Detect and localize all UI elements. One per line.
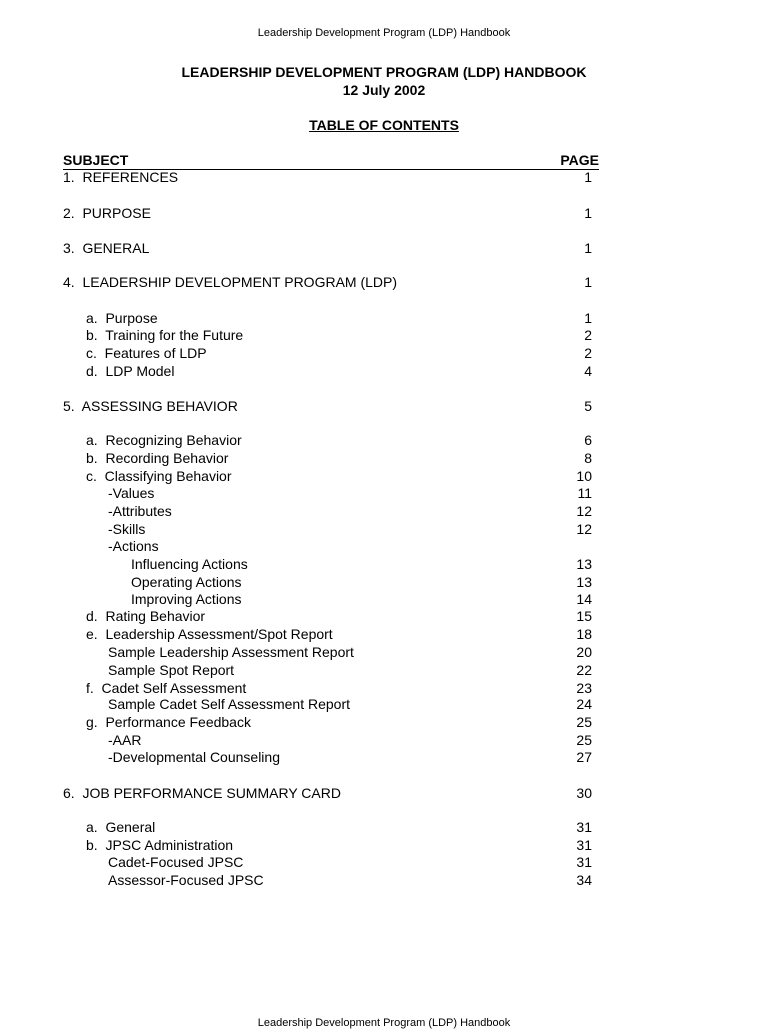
toc-entry-page: 2 <box>584 327 592 343</box>
toc-entry-label: Operating Actions <box>131 574 242 590</box>
subject-column-label: SUBJECT <box>63 152 129 168</box>
toc-entry <box>0 537 768 555</box>
toc-entry-label: g. Performance Feedback <box>86 714 251 730</box>
toc-entry <box>0 871 768 889</box>
toc-entry-page: 13 <box>576 574 592 590</box>
toc-entry-label: b. JPSC Administration <box>86 837 234 853</box>
toc-entry <box>0 607 768 625</box>
toc-entry-label: Influencing Actions <box>131 556 248 572</box>
toc-entry-label: 4. LEADERSHIP DEVELOPMENT PROGRAM (LDP) <box>63 274 398 290</box>
toc-entry <box>0 484 768 502</box>
toc-entry <box>0 784 768 802</box>
toc-entry-page: 24 <box>576 696 592 712</box>
toc-entry-label: 1. REFERENCES <box>63 169 179 185</box>
toc-entry-label: a. Purpose <box>86 310 158 326</box>
toc-entry <box>0 731 768 749</box>
toc-entry <box>0 204 768 222</box>
toc-entry-page: 12 <box>576 503 592 519</box>
toc-entry-page: 25 <box>576 714 592 730</box>
toc-entry-label: 5. ASSESSING BEHAVIOR <box>63 398 238 414</box>
toc-entry-page: 1 <box>584 310 592 326</box>
running-header: Leadership Development Program (LDP) Handbook <box>257 27 511 39</box>
toc-entry-page: 34 <box>576 872 592 888</box>
toc-entry-label: Improving Actions <box>131 591 242 607</box>
toc-entry-label: Sample Spot Report <box>108 662 235 678</box>
toc-entry-label: b. Training for the Future <box>86 327 244 343</box>
toc-entry <box>0 431 768 449</box>
toc-entry <box>0 326 768 344</box>
toc-entry-page: 4 <box>584 363 592 379</box>
toc-entry-page: 27 <box>576 749 592 765</box>
toc-entry-label: c. Features of LDP <box>86 345 207 361</box>
toc-entry-label: a. General <box>86 819 156 835</box>
toc-entry-label: a. Recognizing Behavior <box>86 432 242 448</box>
toc-entry-page: 31 <box>576 854 592 870</box>
toc-entry-page: 1 <box>584 240 592 256</box>
toc-entry <box>0 397 768 415</box>
toc-entry-label: -Skills <box>108 521 146 537</box>
toc-entry-page: 23 <box>576 680 592 696</box>
toc-entry <box>0 818 768 836</box>
toc-entry <box>0 573 768 591</box>
running-footer: Leadership Development Program (LDP) Handbook <box>257 1017 511 1029</box>
document-title: LEADERSHIP DEVELOPMENT PROGRAM (LDP) HANDBOOK <box>181 64 587 80</box>
toc-entry-label: c. Classifying Behavior <box>86 468 232 484</box>
toc-entry-page: 6 <box>584 432 592 448</box>
toc-entry-label: Sample Leadership Assessment Report <box>108 644 354 660</box>
toc-entry-label: d. LDP Model <box>86 363 175 379</box>
toc-entry-page: 1 <box>584 169 592 185</box>
toc-entry <box>0 502 768 520</box>
toc-entry-label: -AAR <box>108 732 142 748</box>
toc-entry-label: -Attributes <box>108 503 172 519</box>
toc-entry-page: 30 <box>576 785 592 801</box>
toc-entry <box>0 362 768 380</box>
toc-entry-label: 6. JOB PERFORMANCE SUMMARY CARD <box>63 785 341 801</box>
toc-entry-label: Cadet-Focused JPSC <box>108 854 244 870</box>
toc-entry-page: 18 <box>576 626 592 642</box>
toc-entry-page: 22 <box>576 662 592 678</box>
toc-entry-page: 31 <box>576 819 592 835</box>
toc-entry-page: 11 <box>577 485 592 501</box>
toc-entry <box>0 239 768 257</box>
toc-entry-page: 1 <box>584 274 592 290</box>
toc-entry-label: e. Leadership Assessment/Spot Report <box>86 626 333 642</box>
toc-heading-text: TABLE OF CONTENTS <box>309 117 459 133</box>
toc-entry-label: 3. GENERAL <box>63 240 150 256</box>
toc-entry <box>0 853 768 871</box>
toc-entry <box>0 643 768 661</box>
toc-entry-page: 5 <box>584 398 592 414</box>
toc-entry-page: 20 <box>576 644 592 660</box>
toc-entry <box>0 713 768 731</box>
toc-entry <box>0 344 768 362</box>
toc-entry <box>0 590 768 608</box>
toc-entry-page: 25 <box>576 732 592 748</box>
toc-entry-page: 31 <box>576 837 592 853</box>
toc-entry <box>0 661 768 679</box>
toc-entry-label: 2. PURPOSE <box>63 205 151 221</box>
toc-entry <box>0 449 768 467</box>
toc-heading <box>0 116 768 134</box>
toc-entry-page: 1 <box>584 205 592 221</box>
toc-entry <box>0 520 768 538</box>
toc-entry <box>0 467 768 485</box>
toc-entry <box>0 748 768 766</box>
toc-entry <box>0 555 768 573</box>
toc-entry-label: -Developmental Counseling <box>108 749 280 765</box>
toc-entry-page: 2 <box>584 345 592 361</box>
toc-entry <box>0 836 768 854</box>
toc-entry-label: f. Cadet Self Assessment <box>86 680 247 696</box>
toc-entry-page: 12 <box>576 521 592 537</box>
toc-entry <box>0 273 768 291</box>
toc-entry-page: 10 <box>576 468 592 484</box>
toc-entry <box>0 309 768 327</box>
toc-entry-label: d. Rating Behavior <box>86 608 206 624</box>
toc-entry-page: 13 <box>576 556 592 572</box>
toc-entry-label: -Actions <box>108 538 159 554</box>
toc-entry-label: Assessor-Focused JPSC <box>108 872 264 888</box>
toc-entry <box>0 168 768 186</box>
toc-entry <box>0 695 768 713</box>
toc-entry-label: Sample Cadet Self Assessment Report <box>108 696 351 712</box>
page-column-label: PAGE <box>560 152 599 168</box>
toc-entry-page: 8 <box>584 450 592 466</box>
toc-entry-page: 15 <box>576 608 592 624</box>
toc-entry <box>0 625 768 643</box>
toc-entry-page: 14 <box>576 591 592 607</box>
toc-entry-label: -Values <box>108 485 155 501</box>
toc-entry-label: b. Recording Behavior <box>86 450 229 466</box>
document-date: 12 July 2002 <box>342 82 426 98</box>
